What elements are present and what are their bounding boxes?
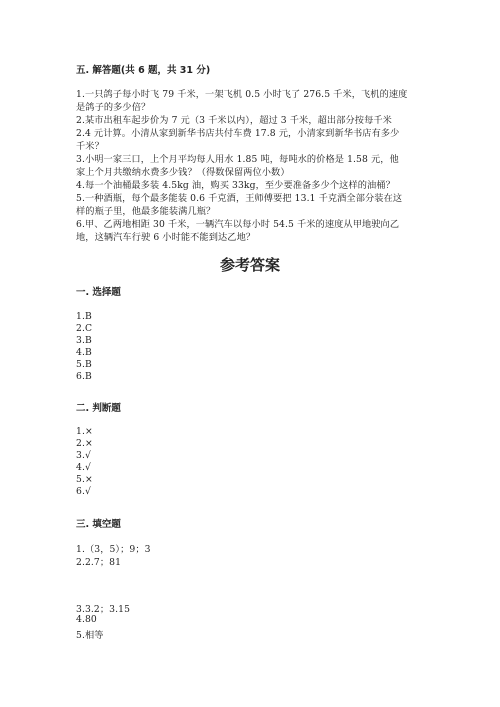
- answer-item: 5.×: [76, 474, 93, 485]
- problem-line: 2.某市出租车起步价为 7 元（3 千米以内），超过 3 千米，超出部分按每千米: [76, 115, 392, 126]
- problem-line: 4.每一个油桶最多装 4.5kg 油，购买 33kg，至少要准备多少个这样的油桶？: [76, 180, 395, 191]
- answer-item: 2.C: [76, 323, 93, 334]
- answer-item: 5.相等: [76, 630, 104, 641]
- problem-line: 3.小明一家三口，上个月平均每人用水 1.85 吨，每吨水的价格是 1.58 元，他: [76, 154, 399, 165]
- problem-line: 1.一只鸽子每小时飞 79 千米，一架飞机 0.5 小时飞了 276.5 千米，飞机的速度: [76, 89, 408, 100]
- answers-title: 参考答案: [219, 256, 280, 274]
- section-heading-choice: 一. 选择题: [76, 287, 121, 298]
- problem-line: 6.甲、乙两地相距 30 千米，一辆汽车以每小时 54.5 千米的速度从甲地驶向乙: [76, 219, 400, 230]
- answer-item: 3.√: [76, 450, 91, 461]
- answer-item: 4.√: [76, 462, 91, 473]
- answer-item: 3.3.2；3.15: [76, 604, 131, 615]
- problem-line: 千米？: [76, 141, 104, 152]
- section-heading-judgment: 二. 判断题: [76, 403, 121, 414]
- answer-item: 1.×: [76, 426, 93, 437]
- problem-line: 地，这辆汽车行驶 6 小时能不能到达乙地？: [76, 232, 256, 243]
- answer-item: 1.B: [76, 311, 92, 322]
- answer-item: 2.×: [76, 438, 93, 449]
- answer-item: 4.80: [76, 614, 97, 625]
- problem-line: 家上个月共缴纳水费多少钱？（得数保留两位小数）: [76, 167, 290, 178]
- problem-line: 是鸽子的多少倍？: [76, 102, 151, 113]
- answer-item: 2.2.7；81: [76, 557, 122, 568]
- answer-item: 3.B: [76, 335, 92, 346]
- answer-item: 4.B: [76, 347, 92, 358]
- answer-item: 1.（3，5）；9；3: [76, 544, 151, 555]
- problem-line: 2.4 元计算。小清从家到新华书店共付车费 17.8 元，小清家到新华书店有多少: [76, 128, 400, 139]
- problem-line: 样的瓶子里，他最多能装满几瓶？: [76, 206, 216, 217]
- answer-item: 6.√: [76, 486, 91, 497]
- problem-line: 5.一种酒瓶，每个最多能装 0.6 千克酒，王师傅要把 13.1 千克酒全部分装在这: [76, 193, 403, 204]
- answer-item: 5.B: [76, 359, 92, 370]
- answer-item: 6.B: [76, 371, 92, 382]
- section-heading-problems: 五. 解答题(共 6 题，共 31 分): [76, 65, 211, 76]
- section-heading-fill-blank: 三. 填空题: [76, 519, 121, 530]
